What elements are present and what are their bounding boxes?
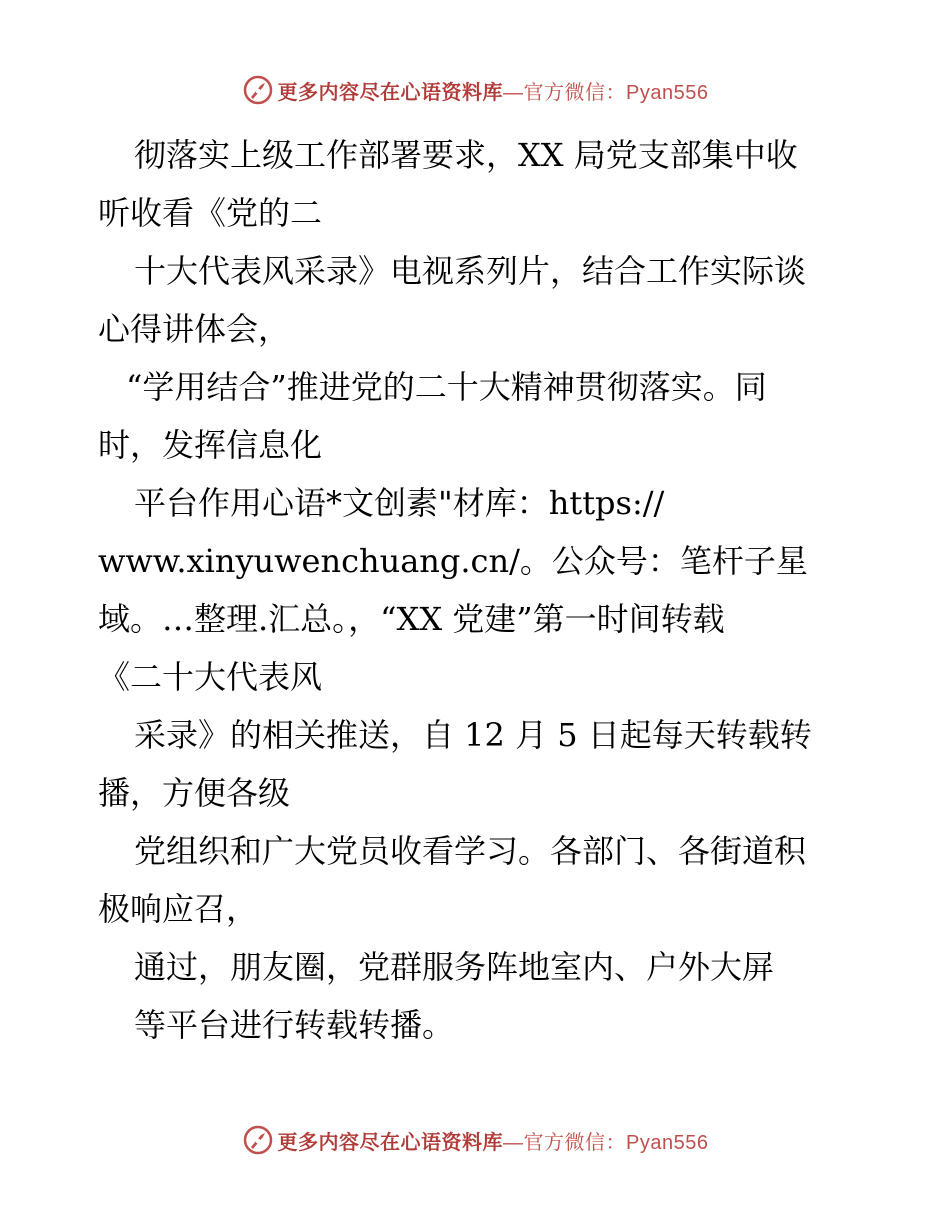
pen-nib-logo-icon <box>242 74 274 106</box>
footer-banner-text <box>278 1126 709 1155</box>
body-line: 党组织和广大党员收看学习。各部门、各街道积 <box>134 832 807 870</box>
header-banner-main: 更多内容尽在心语资料库 <box>277 81 504 104</box>
body-line: 时，发挥信息化 <box>98 426 323 464</box>
footer-banner <box>0 1120 950 1160</box>
body-line: 十大代表风采录》电视系列片，结合工作实际谈 <box>134 252 807 290</box>
header-banner-text <box>278 76 709 105</box>
body-line: 听收看《党的二 <box>98 194 323 232</box>
footer-banner-separator: — <box>503 1131 524 1154</box>
body-line: 域。…整理.汇总。，“XX 党建”第一时间转载 <box>98 600 725 638</box>
body-line: “学用结合”推进党的二十大精神贯彻落实。同 <box>126 368 767 406</box>
body-line: 平台作用心语*文创素"材库：https:// <box>134 484 665 522</box>
footer-banner-main: 更多内容尽在心语资料库 <box>277 1131 504 1154</box>
pen-nib-logo-icon <box>242 1124 274 1156</box>
body-line: 通过，朋友圈，党群服务阵地室内、户外大屏 <box>134 948 775 986</box>
header-banner-inner <box>242 74 709 106</box>
body-line: 极响应召， <box>98 890 259 928</box>
header-banner <box>0 70 950 110</box>
body-text <box>98 126 858 1054</box>
header-banner-separator: — <box>503 81 524 104</box>
footer-banner-inner <box>242 1124 709 1156</box>
body-line: 等平台进行转载转播。 <box>134 1006 455 1044</box>
header-banner-suffix: 官方微信：Pyan556 <box>523 81 709 104</box>
body-line: 心得讲体会， <box>98 310 291 348</box>
body-line: 彻落实上级工作部署要求，XX 局党支部集中收 <box>134 136 798 174</box>
body-line: 播，方便各级 <box>98 774 291 812</box>
body-line: 《二十大代表风 <box>98 658 323 696</box>
body-line: www.xinyuwenchuang.cn/。公众号：笔杆子星 <box>98 542 808 580</box>
footer-banner-suffix: 官方微信：Pyan556 <box>523 1131 709 1154</box>
body-line: 采录》的相关推送，自 12 月 5 日起每天转载转 <box>134 716 812 754</box>
